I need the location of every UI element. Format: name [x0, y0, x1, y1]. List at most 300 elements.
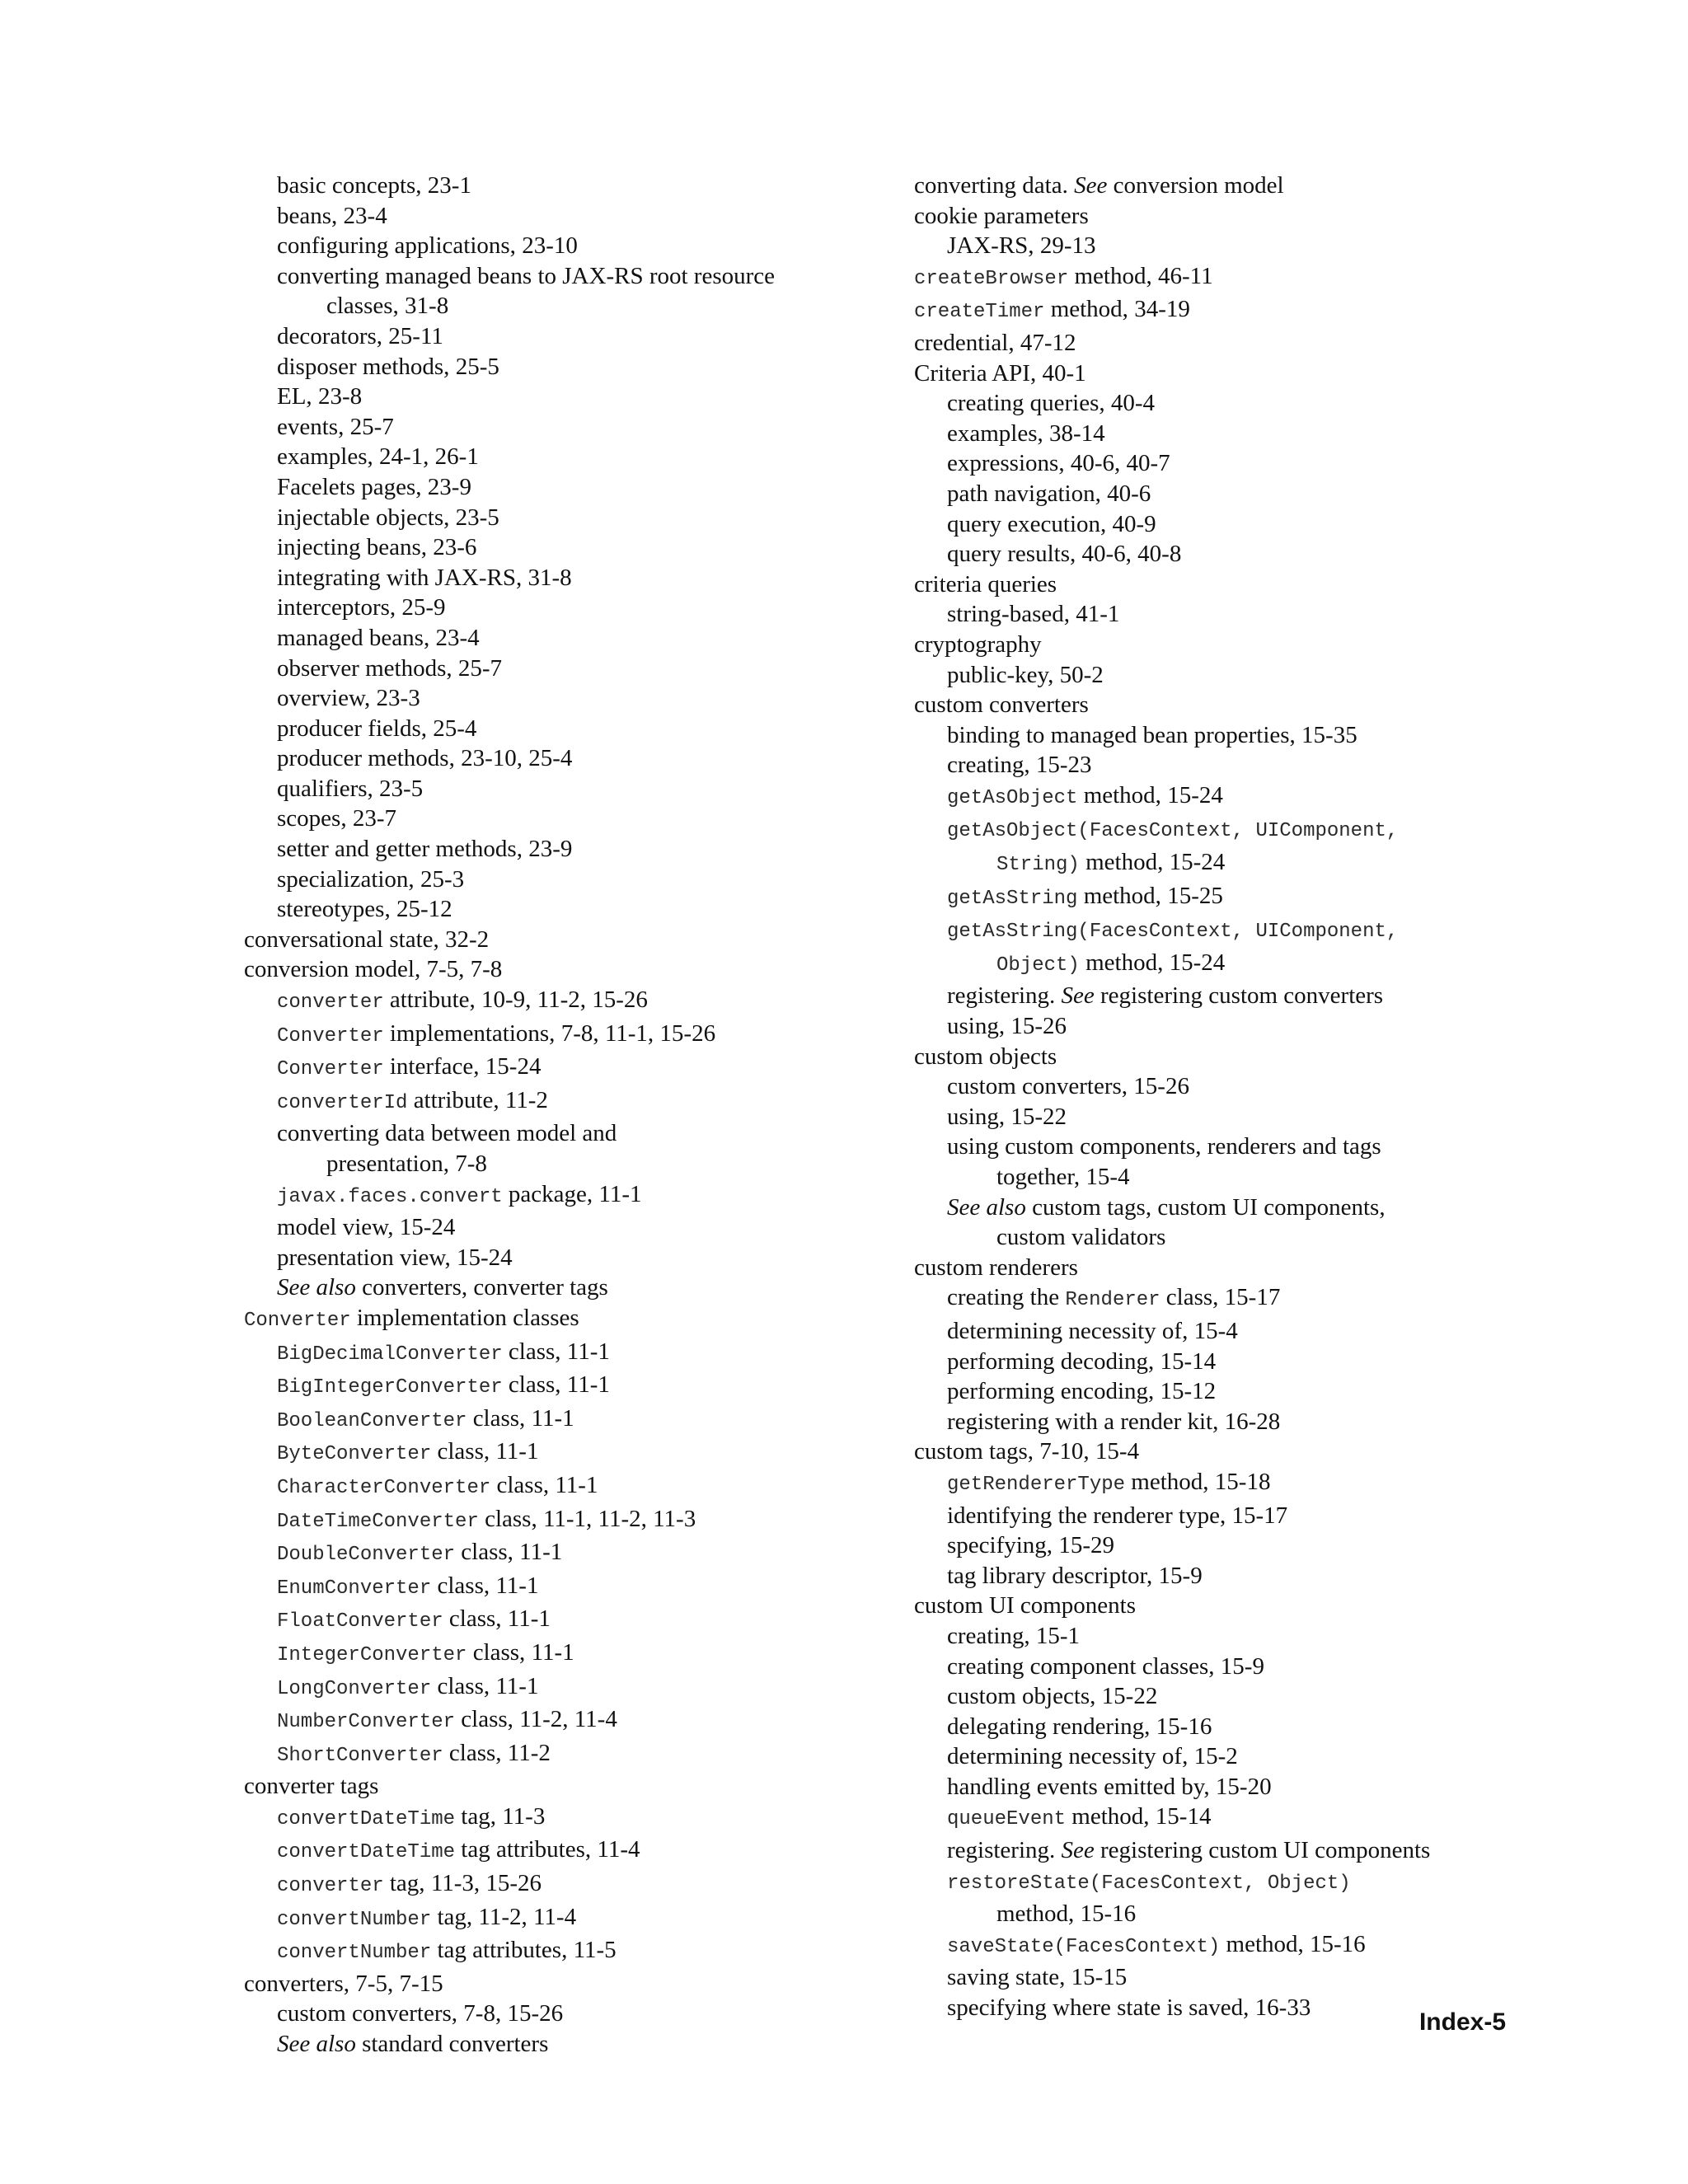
index-subentry	[244, 412, 903, 443]
page-reference: 15-24	[1169, 849, 1226, 876]
entry-text: string-based,	[947, 601, 1076, 628]
page-reference: 40-6, 40-8	[1081, 541, 1182, 568]
index-subentry	[914, 660, 1615, 691]
entry-text: presentation,	[326, 1151, 456, 1177]
page-reference: 38-14	[1049, 419, 1105, 447]
entry-text: beans,	[277, 202, 344, 229]
index-subentry	[914, 599, 1615, 630]
entry-text: implementations,	[383, 1019, 561, 1047]
entry-text: EL,	[277, 383, 318, 410]
page-reference: 7-8	[455, 1151, 487, 1177]
code-term: javax.faces.convert	[277, 1185, 503, 1208]
entry-text: standard converters	[355, 2031, 549, 2058]
page-reference: 31-8	[528, 564, 572, 591]
index-entry	[244, 1969, 903, 1999]
page-reference: 32-2	[445, 926, 490, 953]
entry-text: method,	[1077, 882, 1168, 909]
index-subentry	[914, 1316, 1615, 1347]
page-reference: 15-16	[1156, 1713, 1212, 1740]
entry-text: class,	[431, 1672, 496, 1699]
index-subentry	[914, 509, 1615, 540]
index-subentry	[914, 1132, 1615, 1162]
page-reference: 15-20	[1215, 1773, 1272, 1800]
page-reference: 7-10, 15-4	[1039, 1438, 1140, 1465]
index-subentry	[914, 1866, 1615, 1900]
entry-text: attribute,	[383, 987, 482, 1014]
index-column-right	[914, 171, 1615, 2023]
entry-text: decorators,	[277, 322, 389, 349]
page-reference: 40-6	[1107, 480, 1151, 507]
index-subentry	[244, 201, 903, 232]
index-subentry	[914, 1347, 1615, 1377]
page-reference: 25-12	[396, 896, 452, 923]
code-term: ByteConverter	[277, 1443, 432, 1466]
page-reference: 15-24	[399, 1214, 456, 1241]
page-reference: 11-1	[495, 1572, 539, 1599]
page-reference: 11-1	[598, 1180, 642, 1207]
page-reference: 23-3	[376, 685, 420, 712]
index-subentry	[914, 1222, 1615, 1253]
entry-text: class,	[490, 1471, 556, 1498]
entry-text: public-key,	[947, 661, 1060, 688]
index-subentry	[914, 981, 1615, 1011]
page-reference: 15-18	[1214, 1468, 1271, 1495]
page-reference: 15-14	[1160, 1347, 1217, 1375]
page-reference: 25-7	[349, 413, 394, 440]
entry-text: interface,	[383, 1053, 485, 1080]
entry-text: creating the	[947, 1284, 1066, 1311]
entry-text: Criteria API,	[914, 359, 1043, 387]
page-reference: 15-4	[1085, 1164, 1130, 1190]
index-subentry	[914, 388, 1615, 419]
entry-text: identifying the renderer type,	[947, 1502, 1232, 1529]
index-subentry	[244, 714, 903, 744]
entry-text: injectable objects,	[277, 504, 456, 531]
entry-text: binding to managed bean properties,	[947, 721, 1302, 748]
entry-text: cookie parameters	[914, 202, 1089, 229]
page-reference: 11-3	[502, 1802, 546, 1830]
entry-text: events,	[277, 413, 350, 440]
code-term: converter	[277, 991, 384, 1015]
page-reference: 23-5	[379, 775, 424, 802]
code-term: createBrowser	[914, 267, 1069, 290]
index-subentry	[244, 804, 903, 834]
entry-text: expressions,	[947, 450, 1071, 477]
index-subentry	[244, 1272, 903, 1303]
entry-text: tag,	[455, 1802, 503, 1830]
index-subentry	[914, 1772, 1615, 1802]
page-reference: 15-14	[1155, 1803, 1212, 1830]
index-subentry	[914, 448, 1615, 479]
code-term: Converter	[277, 1024, 384, 1047]
entry-text: registering with a render kit,	[947, 1408, 1225, 1435]
index-subentry	[914, 780, 1615, 814]
index-subentry	[244, 352, 903, 382]
page-reference: 11-4	[597, 1836, 640, 1863]
page-reference: 23-7	[352, 805, 396, 832]
page-reference: 23-8	[317, 383, 363, 410]
index-subentry	[914, 881, 1615, 915]
page-reference: 25-7	[457, 654, 503, 682]
index-subentry	[244, 774, 903, 804]
page-reference: 23-4	[435, 624, 480, 651]
entry-text: creating,	[947, 1622, 1036, 1649]
page-reference: 24-1, 26-1	[379, 443, 479, 471]
index-subentry	[914, 750, 1615, 780]
index-entry	[914, 294, 1615, 328]
code-term: FloatConverter	[277, 1610, 443, 1633]
page-reference: 40-6, 40-7	[1070, 450, 1170, 477]
page-reference: 34-19	[1134, 296, 1190, 323]
entry-text: tag,	[383, 1870, 431, 1897]
index-subentry	[914, 847, 1615, 881]
code-term: DoubleConverter	[277, 1544, 456, 1567]
entry-text: class,	[443, 1739, 508, 1766]
index-column-left	[244, 171, 903, 2060]
entry-text: overview,	[277, 685, 377, 712]
page-number: Index-5	[1418, 2008, 1506, 2036]
code-term: Converter	[244, 1309, 351, 1332]
page-reference: 11-1	[531, 1404, 574, 1432]
index-entry	[244, 925, 903, 955]
page-reference: 15-24	[1169, 949, 1226, 976]
index-subentry	[244, 1671, 903, 1705]
page-reference: 46-11	[1157, 262, 1213, 289]
code-term: String)	[996, 854, 1080, 877]
index-subentry	[244, 1052, 903, 1085]
index-subentry	[244, 1118, 903, 1149]
index-subentry	[914, 1621, 1615, 1652]
page-reference: 7-8, 15-26	[463, 2000, 564, 2027]
entry-text: package,	[502, 1180, 599, 1207]
index-subentry	[244, 1704, 903, 1738]
page-reference: 15-29	[1058, 1532, 1114, 1559]
index-subentry	[244, 1085, 903, 1119]
entry-text: class,	[502, 1371, 567, 1399]
entry-text: method,	[1220, 1930, 1311, 1957]
page-reference: 15-25	[1167, 882, 1223, 909]
entry-text: producer methods,	[277, 745, 462, 772]
index-subentry	[914, 1407, 1615, 1437]
entry-text: custom tags, custom UI components,	[1025, 1193, 1386, 1221]
code-term: convertNumber	[277, 1942, 432, 1965]
code-term: createTimer	[914, 301, 1045, 324]
index-subentry	[244, 382, 903, 412]
entry-text: implementation classes	[350, 1304, 579, 1331]
page-reference: 15-24	[485, 1053, 542, 1080]
entry-text: cryptography	[914, 630, 1042, 658]
index-subentry	[914, 914, 1615, 948]
entry-text: converting managed beans to JAX-RS root resource	[277, 262, 776, 289]
page-reference: 11-1	[519, 1539, 563, 1566]
entry-text: method,	[1044, 296, 1135, 323]
entry-text: presentation view,	[277, 1244, 457, 1271]
entry-text: classes,	[326, 293, 406, 320]
code-term: restoreState(FacesContext, Object)	[947, 1872, 1351, 1895]
entry-text: using,	[947, 1013, 1011, 1040]
code-term: convertDateTime	[277, 1807, 456, 1830]
entry-text: method,	[1066, 1803, 1156, 1830]
index-subentry	[914, 1561, 1615, 1591]
code-term: Renderer	[1065, 1289, 1160, 1312]
entry-text: tag attributes,	[455, 1836, 598, 1863]
entry-text: converter tags	[244, 1773, 379, 1800]
index-subentry	[244, 834, 903, 865]
index-subentry	[244, 1470, 903, 1504]
entry-text: path navigation,	[947, 480, 1108, 507]
index-subentry	[244, 1370, 903, 1404]
entry-text: class,	[467, 1404, 532, 1432]
entry-text: registering custom UI components	[1094, 1837, 1431, 1864]
entry-text: interceptors,	[277, 594, 402, 621]
page-reference: 15-23	[1035, 752, 1092, 779]
page-reference: 15-12	[1160, 1378, 1217, 1405]
page-reference: 15-16	[1080, 1900, 1137, 1928]
entry-text: converting data between model and	[277, 1120, 617, 1147]
entry-text: managed beans,	[277, 624, 436, 651]
code-term: getRendererType	[947, 1473, 1126, 1496]
page-reference: 15-4	[1193, 1317, 1238, 1344]
page-reference: 11-1	[495, 1438, 539, 1465]
entry-text: converters, converter tags	[355, 1274, 608, 1301]
entry-text: class,	[455, 1706, 520, 1733]
page-reference: 11-3, 15-26	[430, 1870, 542, 1897]
page-reference: 15-17	[1231, 1502, 1288, 1529]
entry-text: class,	[431, 1572, 496, 1599]
page-reference: 11-2, 11-4	[478, 1903, 577, 1930]
index-subentry	[244, 1835, 903, 1868]
entry-text: creating component classes,	[947, 1652, 1221, 1680]
index-subentry	[244, 1638, 903, 1671]
index-entry	[914, 1591, 1615, 1621]
entry-text: using,	[947, 1103, 1011, 1130]
code-term: convertDateTime	[277, 1841, 456, 1864]
index-subentry	[914, 813, 1615, 847]
page-reference: 23-5	[455, 504, 499, 531]
index-subentry	[244, 1019, 903, 1052]
index-subentry	[244, 1243, 903, 1273]
page-reference: 40-9	[1112, 510, 1156, 537]
entry-text: criteria queries	[914, 570, 1057, 598]
index-subentry	[244, 865, 903, 895]
code-term: LongConverter	[277, 1677, 432, 1700]
index-subentry	[914, 1802, 1615, 1835]
entry-text: class,	[478, 1505, 543, 1532]
code-term: BooleanConverter	[277, 1409, 467, 1432]
index-entry	[914, 201, 1615, 232]
page-reference: 25-3	[420, 865, 465, 893]
index-subentry	[914, 1993, 1615, 2023]
entry-text: producer fields,	[277, 715, 434, 742]
index-entry	[244, 1303, 903, 1337]
entry-text: setter and getter methods,	[277, 836, 529, 863]
index-subentry	[244, 563, 903, 593]
entry-text: handling events emitted by,	[947, 1773, 1216, 1800]
index-subentry	[244, 1604, 903, 1638]
entry-text: query execution,	[947, 510, 1113, 537]
code-term: CharacterConverter	[277, 1476, 491, 1499]
index-subentry	[914, 539, 1615, 569]
entry-text: conversion model	[1107, 172, 1284, 199]
cross-reference-label: See	[1061, 1837, 1095, 1864]
entry-text: class,	[467, 1638, 532, 1666]
index-entry	[914, 328, 1615, 359]
entry-text: disposer methods,	[277, 353, 456, 380]
index-subentry	[244, 1149, 903, 1179]
entry-text: configuring applications,	[277, 232, 523, 260]
page-reference: 23-1	[427, 172, 471, 199]
page-reference: 11-1	[566, 1338, 610, 1365]
page-reference: 7-8, 11-1, 15-26	[560, 1019, 716, 1047]
code-term: getAsString(FacesContext, UIComponent,	[947, 921, 1399, 944]
index-entry	[244, 1771, 903, 1802]
code-term: getAsString	[947, 887, 1078, 910]
page-reference: 31-8	[405, 293, 449, 320]
code-term: ShortConverter	[277, 1744, 443, 1767]
entry-text: method,	[1079, 949, 1170, 976]
index-subentry	[914, 1712, 1615, 1742]
entry-text: performing decoding,	[947, 1347, 1160, 1375]
index-entry	[244, 954, 903, 985]
index-subentry	[914, 1962, 1615, 1993]
page-reference: 11-1	[531, 1638, 574, 1666]
code-term: DateTimeConverter	[277, 1510, 479, 1533]
index-entry	[914, 1042, 1615, 1072]
index-subentry	[244, 231, 903, 261]
index-subentry	[244, 1212, 903, 1243]
index-entry	[914, 1253, 1615, 1283]
index-subentry	[914, 1501, 1615, 1531]
index-subentry	[914, 1376, 1615, 1407]
index-entry	[914, 261, 1615, 295]
index-subentry	[244, 1571, 903, 1605]
page-reference: 41-1	[1076, 601, 1120, 628]
page-reference: 23-10, 25-4	[461, 745, 573, 772]
index-subentry	[244, 321, 903, 352]
index-subentry	[914, 948, 1615, 982]
entry-text: attribute,	[407, 1086, 505, 1113]
entry-text: custom tags,	[914, 1438, 1040, 1465]
entry-text: tag attributes,	[431, 1937, 574, 1964]
page-reference: 15-26	[1010, 1013, 1067, 1040]
entry-text: delegating rendering,	[947, 1713, 1156, 1740]
index-entry	[914, 690, 1615, 720]
cross-reference-label: See also	[277, 2031, 356, 2058]
entry-text: registering.	[947, 1837, 1062, 1864]
entry-text: custom validators	[996, 1224, 1166, 1251]
page-reference: 25-4	[433, 715, 477, 742]
entry-text: custom converters,	[277, 2000, 464, 2027]
entry-text: registering custom converters	[1094, 982, 1384, 1010]
code-term: Object)	[996, 954, 1080, 977]
code-term: EnumConverter	[277, 1577, 432, 1600]
index-subentry	[244, 1738, 903, 1772]
index-subentry	[914, 1929, 1615, 1963]
index-subentry	[244, 1999, 903, 2029]
page-reference: 11-1	[555, 1471, 598, 1498]
index-entry	[914, 630, 1615, 660]
entry-text: JAX-RS,	[947, 232, 1040, 260]
index-subentry	[914, 479, 1615, 509]
entry-text: custom converters,	[947, 1073, 1134, 1100]
entry-text: basic concepts,	[277, 172, 428, 199]
page-reference: 15-9	[1158, 1562, 1203, 1589]
entry-text: using custom components, renderers and tags	[947, 1133, 1381, 1160]
entry-text: together,	[996, 1164, 1086, 1190]
page-reference: 15-22	[1101, 1683, 1158, 1710]
index-subentry	[244, 2029, 903, 2060]
index-subentry	[244, 1868, 903, 1902]
code-term: BigIntegerConverter	[277, 1376, 503, 1399]
entry-text: scopes,	[277, 805, 353, 832]
entry-text: Facelets pages,	[277, 473, 428, 500]
entry-text: converters,	[244, 1970, 356, 1997]
page-reference: 40-1	[1042, 359, 1086, 387]
page-reference: 15-24	[1167, 781, 1223, 808]
page-reference: 7-5, 7-8	[426, 956, 503, 983]
index-subentry	[244, 1337, 903, 1371]
index-subentry	[244, 623, 903, 654]
entry-text: integrating with JAX-RS,	[277, 564, 528, 591]
page-reference: 16-33	[1254, 1994, 1311, 2022]
entry-text: examples,	[947, 419, 1050, 447]
page-reference: 11-5	[573, 1937, 617, 1964]
code-term: BigDecimalConverter	[277, 1343, 503, 1366]
index-entry	[914, 171, 1615, 201]
index-subentry	[244, 291, 903, 321]
entry-text: custom objects	[914, 1043, 1057, 1070]
index-subentry	[244, 1802, 903, 1835]
page-reference: 16-28	[1224, 1408, 1281, 1435]
page-reference: 15-2	[1193, 1743, 1238, 1770]
page-reference: 11-2	[507, 1739, 551, 1766]
page-reference: 23-10	[522, 232, 578, 260]
entry-text: class,	[455, 1539, 520, 1566]
index-subentry	[914, 419, 1615, 449]
code-term: IntegerConverter	[277, 1643, 467, 1666]
index-subentry	[244, 171, 903, 201]
entry-text: class,	[1160, 1284, 1225, 1311]
page-reference: 47-12	[1020, 329, 1076, 356]
entry-text: credential,	[914, 329, 1020, 356]
code-term: queueEvent	[947, 1808, 1067, 1831]
entry-text: creating,	[947, 752, 1036, 779]
index-subentry	[244, 442, 903, 472]
index-subentry	[244, 472, 903, 503]
entry-text: custom UI components	[914, 1592, 1137, 1619]
entry-text: specifying where state is saved,	[947, 1994, 1255, 2022]
index-subentry	[914, 1102, 1615, 1132]
entry-text: method,	[1068, 262, 1158, 289]
cross-reference-label: See also	[277, 1274, 356, 1301]
index-subentry	[244, 532, 903, 563]
entry-text: stereotypes,	[277, 896, 396, 923]
index-subentry	[914, 231, 1615, 261]
index-subentry	[914, 1652, 1615, 1682]
index-subentry	[914, 1741, 1615, 1772]
entry-text: class,	[443, 1605, 508, 1633]
index-subentry	[914, 1899, 1615, 1929]
index-subentry	[244, 894, 903, 925]
code-term: saveState(FacesContext)	[947, 1935, 1221, 1958]
entry-text: model view,	[277, 1214, 400, 1241]
page-reference: 10-9, 11-2, 15-26	[481, 987, 648, 1014]
index-subentry	[244, 503, 903, 533]
page-reference: 7-5, 7-15	[355, 1970, 443, 1997]
page-reference: 15-35	[1301, 721, 1357, 748]
cross-reference-label: See	[1061, 982, 1095, 1010]
page-reference: 11-1	[495, 1672, 539, 1699]
